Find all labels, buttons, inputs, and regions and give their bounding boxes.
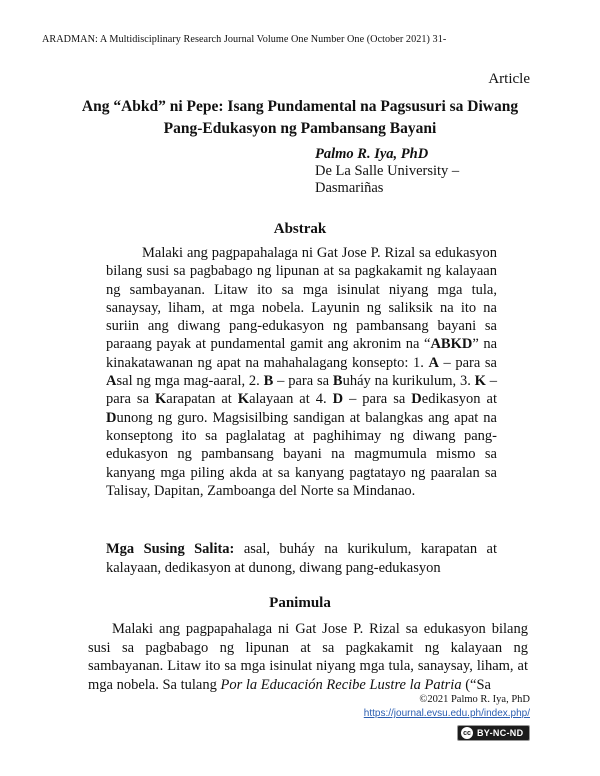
license-label: BY-NC-ND bbox=[477, 728, 524, 738]
running-header: ARADMAN: A Multidisciplinary Research Journal Volume One Number One (October 2021) 31- bbox=[42, 34, 447, 45]
abstract-text: alayaan at 4. bbox=[249, 391, 333, 408]
concept-initial: K bbox=[154, 391, 167, 408]
author-name: Palmo R. Iya, PhD bbox=[315, 146, 429, 162]
introduction-text: Malaki ang pagpapahalaga ni Gat Jose P. Rizal sa edukasyon bilang susi sa pagbabago ng lipunan at sa pagkakamit ng kalayaan ng sambayanan. Litaw ito sa mga isinulat niyang mga tula, sanaysay, liham, at mga nobela. Sa tulang bbox=[88, 621, 528, 693]
journal-url-link[interactable]: https://journal.evsu.edu.ph/index.php/ bbox=[363, 708, 530, 719]
author-block bbox=[315, 146, 459, 197]
keywords-label: Mga Susing Salita: bbox=[106, 541, 235, 557]
article-type-label: Article bbox=[488, 71, 530, 87]
acronym-letter: D bbox=[332, 391, 344, 408]
acronym-letter: B bbox=[263, 373, 274, 390]
introduction-body bbox=[88, 620, 528, 694]
cc-license-badge[interactable] bbox=[457, 725, 530, 741]
creative-commons-icon: cc bbox=[461, 727, 473, 739]
introduction-heading: Panimula bbox=[269, 595, 331, 611]
concept-initial: B bbox=[332, 373, 343, 390]
acronym-letter: K bbox=[474, 373, 486, 390]
keywords-list: asal, buháy na kurikulum, karapatan at kalayaan, dedikasyon at dunong, diwang pang-edukasyon bbox=[106, 541, 497, 576]
abstract-paragraph bbox=[106, 244, 497, 500]
copyright-notice: ©2021 Palmo R. Iya, PhD bbox=[419, 694, 530, 705]
abstract-text: – para sa bbox=[273, 373, 333, 390]
concept-initial: D bbox=[106, 409, 117, 426]
abstract-text: – para sa bbox=[343, 391, 412, 408]
author-affiliation-line-1: De La Salle University – bbox=[315, 163, 460, 179]
abstract-text: edikasyon at bbox=[421, 391, 497, 408]
paper-title bbox=[50, 96, 550, 140]
concept-initial: A bbox=[106, 373, 117, 390]
abstract-text: Malaki ang pagpapahalaga ni Gat Jose P. Rizal sa edukasyon bilang susi sa pagbabago ng lipunan at sa pagkakamit ng kalayaan ng sambayanan. Litaw ito sa mga isinulat niyang mga tula, sanaysay, liham, at mga nobela. Layunin ng saliksik na ito na suriin ang diwang pang-edukasyon ng pambansang bayani sa paraang payak at pundamental gamit ang akronim na “ bbox=[106, 245, 497, 353]
abstract-heading: Abstrak bbox=[273, 221, 327, 237]
paper-title-line-1: Ang “Abkd” ni Pepe: Isang Pundamental na Pagsusuri sa Diwang bbox=[81, 98, 519, 115]
concept-initial: D bbox=[411, 391, 422, 408]
author-affiliation-line-2: Dasmariñas bbox=[315, 180, 384, 196]
acronym-letter: A bbox=[428, 354, 439, 371]
abstract-text: sal ng mga mag-aaral, 2. bbox=[116, 373, 264, 390]
poem-title: Por la Educación Recibe Lustre la Patria bbox=[220, 676, 462, 693]
introduction-text: (“Sa bbox=[461, 676, 491, 693]
abstract-text: unong ng guro. Magsisilbing sandigan at balangkas ang apat na konseptong ito sa paglalatag at paghihimay ng diwang pang-edukasyon ng pambansang bayani na magmumula mismo sa kanyang mga piling akda at sa kanyang pagtatayo ng paaralan sa Talisay, Dapitan, Zamboanga del Norte sa Mindanao. bbox=[106, 409, 497, 499]
abstract-text: uháy na kurikulum, 3. bbox=[342, 373, 475, 390]
abstract-text: – para sa bbox=[438, 354, 497, 371]
paper-title-line-2: Pang-Edukasyon ng Pambansang Bayani bbox=[163, 120, 437, 137]
concept-initial: K bbox=[237, 391, 250, 408]
keywords bbox=[106, 540, 497, 578]
abstract-body bbox=[106, 244, 497, 500]
introduction-paragraph bbox=[88, 620, 528, 694]
acronym: ABKD bbox=[430, 336, 473, 353]
abstract-text: arapatan at bbox=[166, 391, 238, 408]
abstract-text: – para sa bbox=[106, 373, 498, 408]
abstract-text: ” na kinakatawanan ng apat na mahahalagang konsepto: 1. bbox=[106, 336, 498, 371]
